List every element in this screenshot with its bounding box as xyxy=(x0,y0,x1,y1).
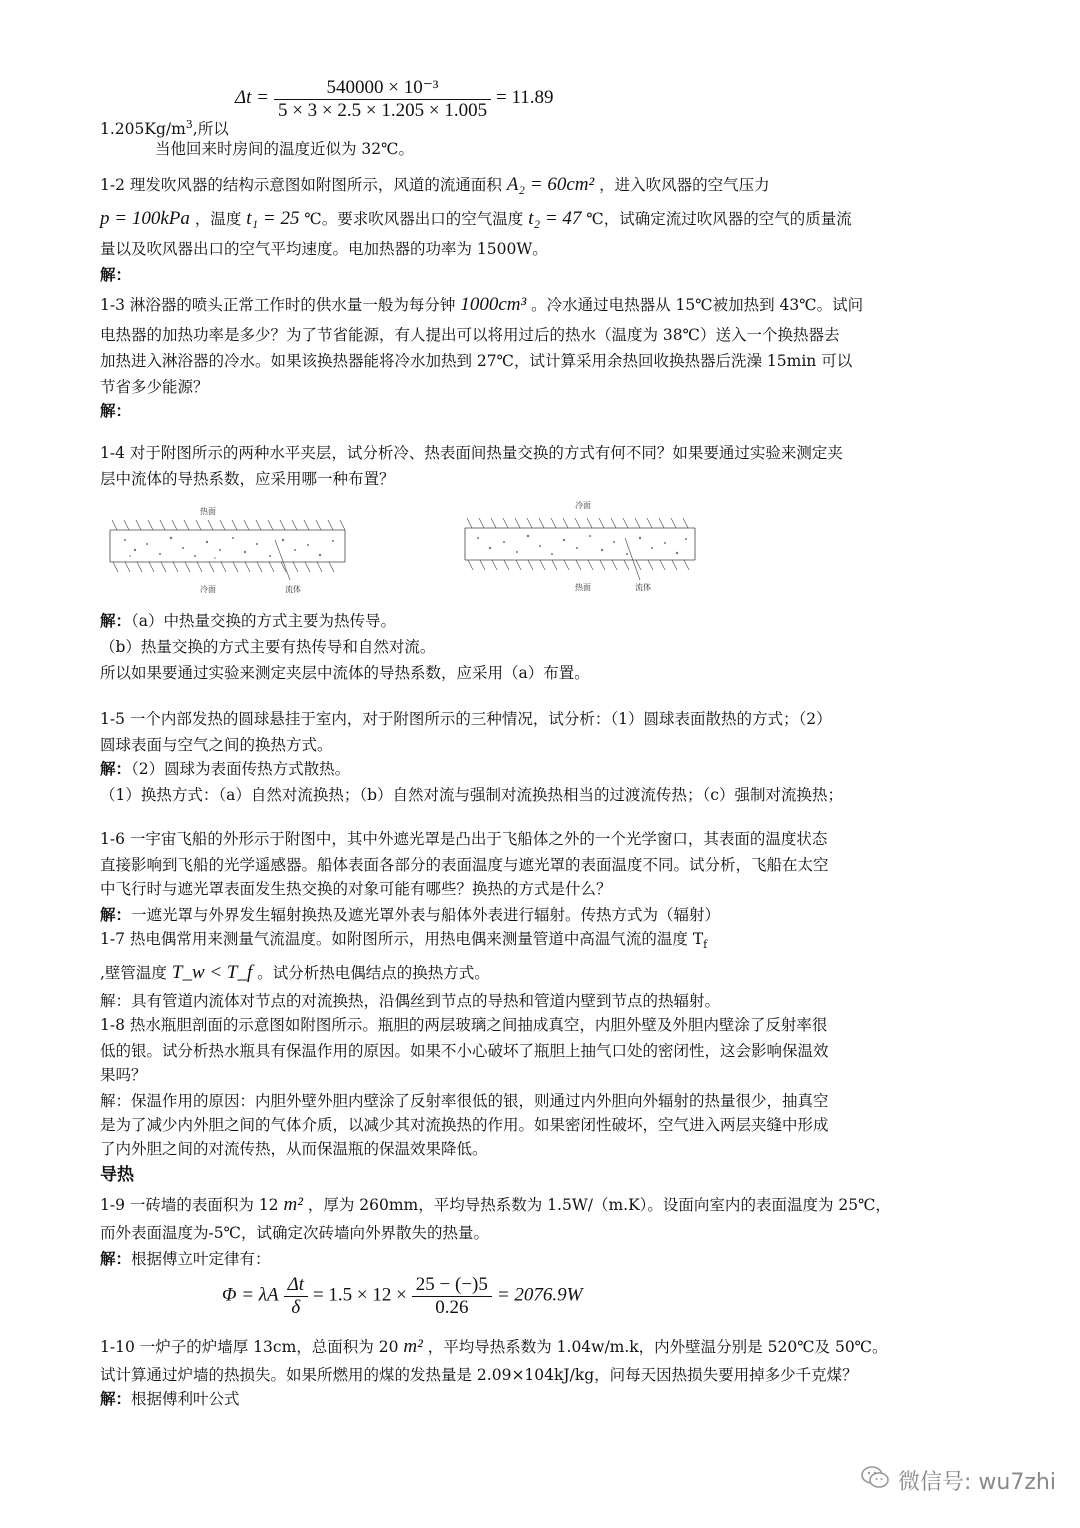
problem-1-9-line2: 而外表面温度为-5℃，试确定次砖墙向外界散失的热量。 xyxy=(100,1224,489,1242)
problem-1-3-line1 xyxy=(100,292,1000,318)
p110-m2-math: m² xyxy=(403,1336,423,1357)
solution-1-8-line1: 解：保温作用的原因：内胆外壁外胆内壁涂了反射率很低的银，则通过内外胆向外辐射的热量很少，抽真空 xyxy=(100,1092,829,1110)
solution-1-7: 解：具有管道内流体对节点的对流换热，沿偶丝到节点的导热和管道内壁到节点的热辐射。 xyxy=(100,992,721,1010)
problem-1-6-line3: 中飞行时与遮光罩表面发生热交换的对象可能有哪些？换热的方式是什么？ xyxy=(100,880,612,898)
p17-inequality-math: T_w < T_f xyxy=(171,962,253,983)
problem-1-6-line1: 1-6 一宇宙飞船的外形示于附图中，其中外遮光罩是凸出于飞船体之外的一个光学窗口，其表面的温度状态 xyxy=(100,830,828,848)
solution-1-8-line2: 是为了减少内外胆之间的气体介质，以减少其对流换热的作用。如果密闭性破坏，空气进入两层夹缝中形成 xyxy=(100,1116,829,1134)
sol-1-9-text: 根据傅立叶定律有： xyxy=(131,1250,271,1268)
watermark-text: 微信号: wu7zhi xyxy=(898,1469,1056,1495)
p19-text-a2: ，厚为 260mm，平均导热系数为 1.5W/（m.K）。设面向室内的表面温度为 25℃， xyxy=(307,1196,891,1214)
problem-1-10-line2: 试计算通过炉墙的热损失。如果所燃用的煤的发热量是 2.09×104kJ/kg，问每天因热损失要用掉多少千克煤？ xyxy=(100,1366,858,1384)
eq2-mid: = 1.5 × 12 × xyxy=(312,1284,407,1306)
solution-1-8-line3: 了内外胆之间的对流传热，从而保温瓶的保温效果降低。 xyxy=(100,1140,488,1158)
eq2-f1-denominator: δ xyxy=(291,1297,301,1318)
figure-layer-a xyxy=(105,500,350,600)
problem-1-3-line4: 节省多少能源？ xyxy=(100,378,209,396)
eq2-fraction1 xyxy=(284,1274,308,1319)
p12-text-a: 1-2 理发吹风器的结构示意图如附图所示，风道的流通面积 xyxy=(100,176,502,194)
p12-area-math: A₂ = 60cm² xyxy=(506,174,595,195)
p17-text-b2: 。试分析热电偶结点的换热方式。 xyxy=(257,964,490,982)
fig-a-bottom-label: 冷面 xyxy=(200,585,216,594)
line-room-temp: 当他回来时房间的温度近似为 32℃。 xyxy=(155,140,414,158)
solution-1-5-line1 xyxy=(100,756,1000,782)
sol-1-9-label: 解： xyxy=(100,1249,132,1268)
p13-text-a1: 1-3 淋浴器的喷头正常工作时的供水量一般为每分钟 xyxy=(100,296,456,314)
p17-text-b1: ,壁管温度 xyxy=(100,964,167,982)
wechat-watermark xyxy=(860,1460,1060,1500)
problem-1-10-line1 xyxy=(100,1334,1000,1360)
density-suffix: ,所以 xyxy=(192,120,229,139)
p12-text-a2: ，进入吹风器的空气压力 xyxy=(599,176,770,194)
p12-text-b1: ，温度 xyxy=(194,210,242,228)
eq1-numerator: 540000 × 10⁻³ xyxy=(274,76,491,100)
eq2-f2-denominator: 0.26 xyxy=(435,1297,469,1318)
sol-1-4-text1: （a）中热量交换的方式主要为热传导。 xyxy=(131,612,397,630)
p110-text-a1: 1-10 一炉子的炉墙厚 13cm，总面积为 20 xyxy=(100,1338,399,1356)
eq2-f2-numerator: 25 − (−)5 xyxy=(412,1274,492,1297)
p17-sub-f: f xyxy=(703,938,708,952)
p13-flow-math: 1000cm³ xyxy=(460,294,527,315)
p12-pressure-math: p = 100kPa xyxy=(100,208,190,229)
p19-text-a1: 1-9 一砖墙的表面积为 12 xyxy=(100,1196,279,1214)
solution-1-5-line2: （1）换热方式：（a）自然对流换热；（b）自然对流与强制对流换热相当的过渡流传热；（c）强制对流换热； xyxy=(100,786,843,804)
fig-a-fluid-label: 流体 xyxy=(285,585,301,594)
problem-1-2-line2 xyxy=(100,206,1000,232)
fig-b-fluid-label: 流体 xyxy=(635,583,651,592)
eq1-lhs: Δt = xyxy=(235,87,270,108)
solution-1-10 xyxy=(100,1386,1000,1412)
solution-1-4-line2: （b）热量交换的方式主要有热传导和自然对流。 xyxy=(100,638,436,656)
problem-1-2-line3: 量以及吹风器出口的空气平均速度。电加热器的功率为 1500W。 xyxy=(100,240,548,258)
problem-1-4-line1: 1-4 对于附图所示的两种水平夹层，试分析冷、热表面间热量交换的方式有何不同？如果要通过实验来测定夹 xyxy=(100,444,843,462)
wechat-icon xyxy=(860,1464,890,1496)
sol-1-5-text1: （2）圆球为表面传热方式散热。 xyxy=(131,760,351,778)
problem-1-8-line1: 1-8 热水瓶胆剖面的示意图如附图所示。瓶胆的两层玻璃之间抽成真空，内胆外壁及外胆内壁涂了反射率很 xyxy=(100,1016,828,1034)
answer-label-1-3: 解： xyxy=(100,401,132,420)
line-density: $1.205Kg/m^3$,所以 xyxy=(100,118,229,139)
solution-1-4-line1 xyxy=(100,608,1000,634)
fig-b-bottom-label: 热面 xyxy=(575,583,591,592)
eq2-lhs: Φ = λA xyxy=(222,1284,279,1306)
eq2-rhs: = 2076.9W xyxy=(496,1284,583,1306)
problem-1-5-line1: 1-5 一个内部发热的圆球悬挂于室内，对于附图所示的三种情况，试分析：（1）圆球表面散热的方式；（2） xyxy=(100,710,832,728)
p12-t1-math: t₁ = 25 xyxy=(246,208,300,229)
eq2-fraction2 xyxy=(412,1274,492,1319)
problem-1-3-line2: 电热器的加热功率是多少？为了节省能源，有人提出可以将用过后的热水（温度为 38℃）送入一个换热器去 xyxy=(100,326,840,344)
sol-1-6-label: 解： xyxy=(100,905,132,924)
solution-1-6 xyxy=(100,902,1000,928)
eq1-denominator: 5 × 3 × 2.5 × 1.205 × 1.005 xyxy=(277,100,488,121)
problem-1-2-line1 xyxy=(100,172,1000,198)
problem-1-6-line2: 直接影响到飞船的光学遥感器。船体表面各部分的表面温度与遮光罩的表面温度不同。试分析，飞船在太空 xyxy=(100,856,829,874)
p110-text-a2: ，平均导热系数为 1.04w/m.k，内外壁温分别是 520℃及 50℃。 xyxy=(427,1338,888,1356)
p17-text-a: 1-7 热电偶常用来测量气流温度。如附图所示，用热电偶来测量管道中高温气流的温度 T xyxy=(100,930,704,948)
sol-1-4-label: 解： xyxy=(100,611,132,630)
sol-1-10-text: 根据傅利叶公式 xyxy=(131,1390,240,1408)
p19-m2-math: m² xyxy=(283,1194,303,1215)
problem-1-3-line3: 加热进入淋浴器的冷水。如果该换热器能将冷水加热到 27℃，试计算采用余热回收换热器后洗澡 15min 可以 xyxy=(100,352,853,370)
eq1-rhs: = 11.89 xyxy=(496,87,554,108)
p12-t2-math: t₂ = 47 xyxy=(528,208,582,229)
problem-1-7-line2 xyxy=(100,960,1000,986)
figure-layer-b xyxy=(460,496,700,600)
solution-1-9 xyxy=(100,1246,1000,1272)
problem-1-5-line2: 圆球表面与空气之间的换热方式。 xyxy=(100,736,333,754)
equation-fourier xyxy=(222,1274,722,1319)
density-value: 1.205Kg/m xyxy=(100,120,186,139)
sol-1-10-label: 解： xyxy=(100,1389,132,1408)
sol-1-5-label: 解： xyxy=(100,759,132,778)
problem-1-7-line1 xyxy=(100,926,1000,958)
fig-b-top-label: 冷面 xyxy=(575,501,591,510)
problem-1-9-line1 xyxy=(100,1192,1000,1218)
p12-text-b2: ℃。要求吹风器出口的空气温度 xyxy=(304,210,524,228)
problem-1-8-line3: 果吗？ xyxy=(100,1066,147,1084)
fig-a-top-label: 热面 xyxy=(200,507,216,516)
solution-1-4-line3: 所以如果要通过实验来测定夹层中流体的导热系数，应采用（a）布置。 xyxy=(100,664,590,682)
answer-label-1-2: 解： xyxy=(100,265,132,284)
problem-1-4-line2: 层中流体的导热系数，应采用哪一种布置？ xyxy=(100,470,395,488)
section-heading: 导热 xyxy=(100,1165,134,1185)
p13-text-a2: 。冷水通过电热器从 15℃被加热到 43℃。试问 xyxy=(531,296,864,314)
eq2-f1-numerator: Δt xyxy=(284,1274,308,1297)
problem-1-8-line2: 低的银。试分析热水瓶具有保温作用的原因。如果不小心破坏了瓶胆上抽气口处的密闭性，这会影响保温效 xyxy=(100,1042,829,1060)
sol-1-6-text: 一遮光罩与外界发生辐射换热及遮光罩外表与船体外表进行辐射。传热方式为（辐射） xyxy=(131,906,721,924)
p12-text-b3: ℃，试确定流过吹风器的空气的质量流 xyxy=(586,210,852,228)
